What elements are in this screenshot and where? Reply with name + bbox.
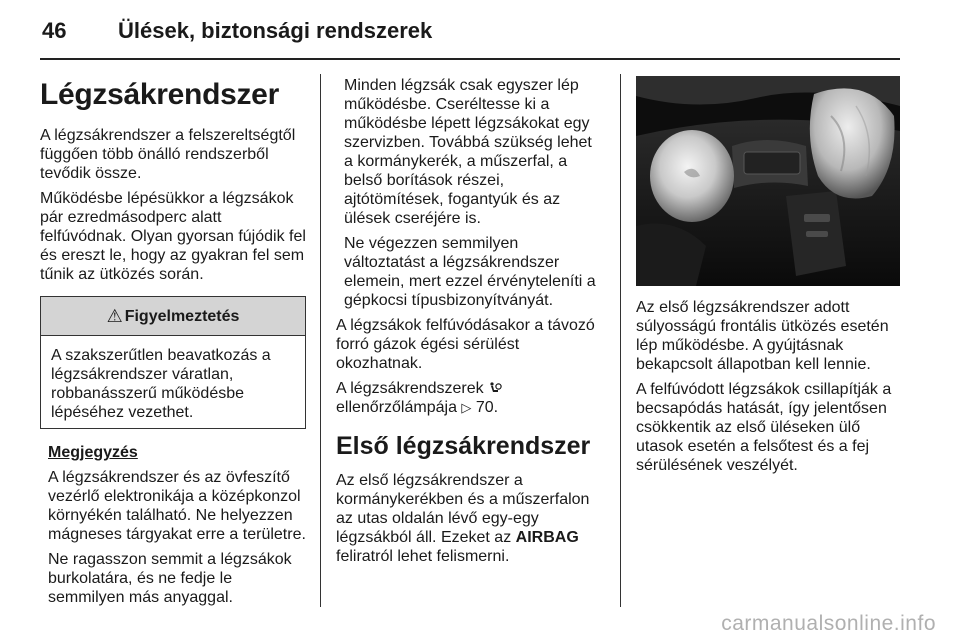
airbag-deployment-photo — [636, 76, 900, 286]
column-divider-left — [320, 74, 321, 607]
column-1 — [40, 78, 306, 613]
footer-watermark: carmanualsonline.info — [721, 612, 936, 635]
page-reference-arrow-icon: ▷ — [461, 400, 472, 415]
warning-body: A szakszerűtlen beavatkozás a légzsákrendszer váratlan, robbanásszerű működésbe lépéséhez vezethet. — [51, 347, 271, 421]
indicator-text: A légzsákrendszerek — [336, 380, 484, 397]
header-rule — [40, 58, 900, 60]
column-divider-right — [620, 74, 621, 607]
hot-gas-paragraph: A légzsákok felfúvódásakor a távozó forró gázok égési sérülést okozhatnak. — [336, 317, 595, 372]
page-number: 46 — [42, 18, 67, 43]
warning-box — [40, 296, 306, 429]
column-3 — [636, 298, 902, 481]
note-label: Megjegyzés — [48, 444, 138, 461]
front-deployment-paragraph: Az első légzsákrendszer adott súlyosságú frontális ütközés esetén lép működésbe. A gyújtásnak bekapcsolt állapotban kell lennie. — [636, 299, 889, 373]
warning-header — [41, 297, 305, 336]
airbag-label: AIRBAG — [515, 529, 579, 546]
section-heading-airbag-system: Légzsákrendszer — [40, 78, 279, 111]
running-section-title: Ülések, biztonsági rendszerek — [118, 18, 433, 43]
warning-triangle-icon: ⚠ — [106, 305, 123, 326]
protection-paragraph: A felfúvódott légzsákok csillapítják a becsapódás hatását, így jelentősen csökkentik az első üléseken ülő utasok esetén a felsőtest és a fej sérülésének veszélyét. — [636, 381, 892, 474]
front-airbag-text-end: feliratról lehet felismerni. — [336, 548, 510, 565]
front-airbag-text: Az első légzsákrendszer a kormánykerékben és a műszerfalon az utas oldalán lévő egy-egy légzsákból áll. Ezeket az — [336, 472, 590, 546]
indicator-paragraph — [336, 379, 606, 417]
note-paragraph-1: A légzsákrendszer és az övfeszítő vezérlő elektronikája a középkonzol környékén található. Ne helyezzen mágneses tárgyakat erre a területre. — [48, 469, 306, 543]
deployment-paragraph: Működésbe lépésükkor a légzsákok pár ezredmásodperc alatt felfúvódnak. Olyan gyorsan fújódik fel és ereszt le, hogy az gyakran fel sem tűnik az ütközés során. — [40, 190, 306, 283]
modification-paragraph: Ne végezzen semmilyen változtatást a légzsákrendszer elemein, mert ezzel érvényteleníti a gépkocsi típusbizonyítványát. — [344, 235, 596, 309]
indicator-page-link[interactable]: 70. — [475, 399, 499, 416]
note-paragraph-2: Ne ragasszon semmit a légzsákok burkolatára, és ne fedje le semmilyen más anyaggal. — [48, 551, 292, 606]
section-heading-front-airbag: Első légzsákrendszer — [336, 432, 591, 460]
column-2 — [336, 76, 606, 572]
airbag-warning-lamp-icon — [488, 381, 502, 395]
intro-paragraph: A légzsákrendszer a felszereltségtől függően több önálló rendszerből tevődik össze. — [40, 127, 296, 182]
front-airbag-paragraph — [336, 471, 606, 566]
indicator-ref-prefix: ellenőrzőlámpája — [336, 399, 457, 416]
replacement-paragraph: Minden légzsák csak egyszer lép működésbe. Cseréltesse ki a működésbe lépett légzsákokat egy szervizben. Továbbá szükség lehet a kormánykerék, a műszerfal, a belső borítások részei, ajtótömítések, fogantyúk és az ülések cseréjére is. — [344, 77, 592, 227]
warning-title: Figyelmeztetés — [124, 307, 240, 325]
